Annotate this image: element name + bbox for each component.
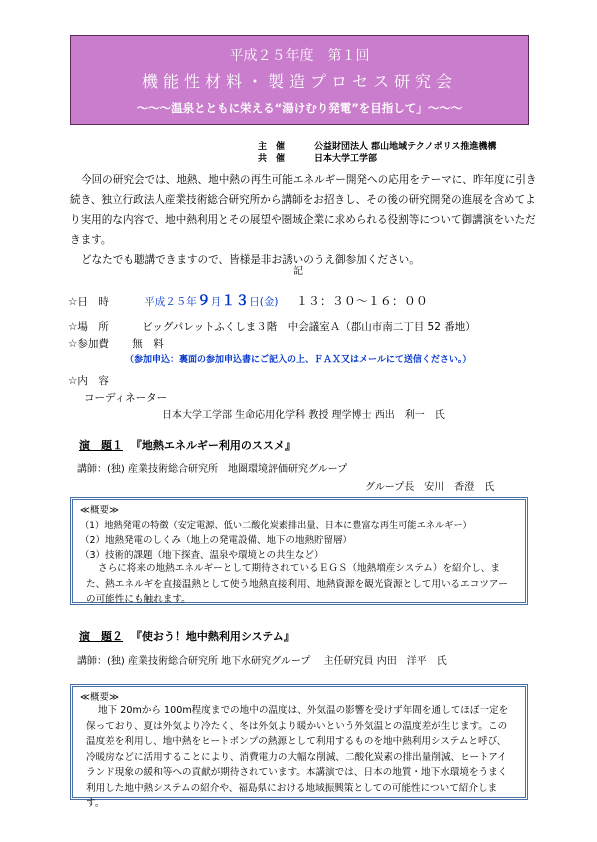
intro-paragraph: 今回の研究会では、地熱、地中熱の再生可能エネルギー開発への応用をテーマに、昨年度に引き続き、独立行政法人産業技術総合研究所から講師をお招きし、その後の研究開発の進展を含めてより実用的な内容で、地中熱利用とその展望や圏域企業に求められる役割等について御講演をいただきます。: [70, 174, 537, 246]
talk1-heading: [79, 437, 296, 453]
fee-value: 無 料: [132, 338, 164, 350]
talk1-label: 演 題１: [79, 439, 123, 452]
date-month-unit: 月: [210, 296, 222, 308]
event-year-title: 平成２５年度 第１回: [229, 48, 370, 64]
coordinator-label: コーディネーター: [84, 392, 168, 404]
talk2-lecturer: 講師：(独) 産業技術総合研究所 地下水研究グループ 主任研究員 内田 洋平 氏: [77, 656, 447, 667]
place-row: [68, 319, 476, 334]
date-weekday: (金): [259, 296, 279, 308]
cohost-name: 日本大学工学部: [314, 154, 378, 164]
event-subtitle: ～～～温泉とともに栄える“湯けむり発電”を目指して」～～～: [136, 101, 463, 115]
place-value: ビッグパレットふくしま３階 中会議室Ａ（郡山市南二丁目 52 番地）: [142, 321, 476, 333]
talk2-summary-text: 地下 20mから 100m程度までの地中の温度は、外気温の影響を受けず年間を通してほぼ一定を保っており、夏は外気より冷たく、冬は外気より暖かいという外気温との温度差が生じます。この温度差を利用し、地中熱をヒートポンプの熱源として利用するものを地中熱利用システムと呼び、冷暖房などに活用することにより、消費電力の大幅な削減、二酸化炭素の排出量削減、ヒートアイランド現象の緩和等への貢献が期待されています。本講演では、日本の地質・地下水環境をうまく利用した地中熱システムの紹介や、福島県における地域振興策としての可能性について紹介します。: [86, 705, 509, 809]
host-name: 公益財団法人 郡山地域テクノポリス推進機構: [314, 142, 497, 152]
talk2-title: 『使おう！地中熱利用システム』: [130, 630, 295, 643]
date-label: ☆日 時: [68, 296, 109, 308]
talk2-label: 演 題２: [79, 630, 123, 643]
date-row: [68, 290, 428, 310]
place-label: ☆場 所: [68, 321, 109, 333]
talk1-title: 『地熱エネルギー利用のススメ』: [130, 439, 296, 452]
talk1-point-1: （1）地熱発電の特徴（安定電源、低い二酸化炭素排出量、日本に豊富な再生可能エネルギー）: [80, 520, 472, 531]
content-label: ☆内 容: [68, 375, 109, 387]
ki-heading: 記: [293, 266, 303, 277]
talk2-heading: [79, 628, 295, 644]
host-label: 主 催: [258, 142, 286, 152]
cohost-label: 共 催: [258, 154, 286, 164]
event-name: 機能性材料・製造プロセス研究会: [141, 72, 457, 91]
date-day-unit: 日: [249, 296, 260, 308]
intro-invitation: どなたでも聴講できますので、皆様是非お誘いのうえ御参加ください。: [81, 254, 420, 266]
fee-row: [68, 336, 164, 351]
date-time: １３：３０～１６：００: [295, 294, 428, 308]
date-day: １３: [221, 293, 250, 309]
event-title-banner: [70, 35, 529, 125]
date-month: ９: [196, 293, 211, 309]
coordinator-name: 日本大学工学部 生命応用化学科 教授 理学博士 西出 利一 氏: [162, 410, 445, 421]
talk1-summary-heading: ≪概要≫: [80, 505, 119, 516]
talk1-point-2: （2）地熱発電のしくみ（地上の発電設備、地下の地熱貯留層）: [80, 535, 353, 546]
fee-label: ☆参加費: [68, 338, 109, 350]
intro-text: [70, 170, 540, 270]
talk1-point-3: （3）技術的課題（地下探査、温泉や環境との共生など）: [80, 550, 324, 561]
talk2-summary-heading: ≪概要≫: [80, 692, 119, 703]
talk1-lecturer-affiliation: 講師：(独) 産業技術総合研究所 地圏環境評価研究グループ: [77, 464, 348, 475]
talk1-lecturer-name: グループ長 安川 香澄 氏: [365, 482, 495, 493]
talk1-summary-text: さらに将来の地熱エネルギーとして期待されているＥＧＳ（地熱増産システム）を紹介し、また、熱エネルギを直接温熱として使う地熱直接利用、地熱資源を観光資源として用いるエコツアーの可能性にも触れます。: [86, 563, 508, 605]
date-year: 平成２５年: [144, 296, 197, 308]
application-note: （参加申込：裏面の参加申込書にご記入の上、ＦＡＸ又はメールにて送信ください。）: [125, 355, 472, 365]
